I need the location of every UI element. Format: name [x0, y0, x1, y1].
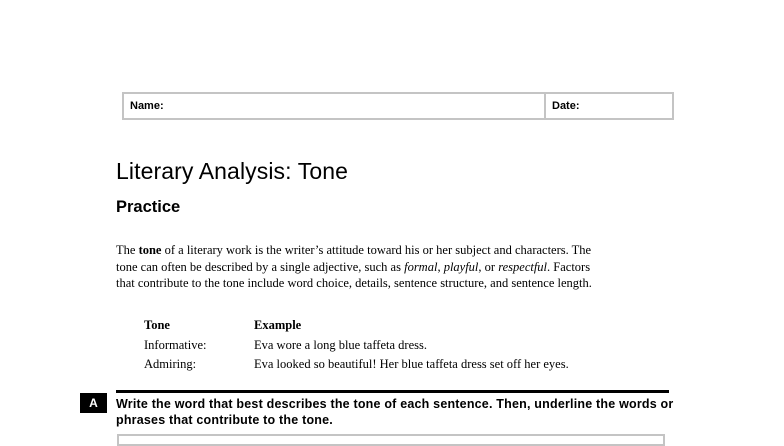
tone-term: tone [138, 243, 162, 257]
page-title: Literary Analysis: Tone [116, 158, 348, 184]
tone-cell: Admiring: [144, 357, 197, 372]
intro-text-3: . Factors that contribute to the tone include word choice, details, sentence structure, and sentence length. [116, 259, 592, 290]
section-instructions: Write the word that best describes the tone of each sentence. Then, underline the words or phrases that contribute to the tone. [116, 397, 674, 427]
tone-column-header: Tone [144, 318, 170, 333]
example-column-header: Example [254, 318, 302, 333]
section-rule [116, 390, 669, 393]
date-label: Date: [552, 100, 580, 112]
name-field[interactable] [124, 94, 546, 118]
example-respectful: respectful [498, 259, 548, 274]
intro-text-1: The [116, 243, 139, 257]
table-row [144, 336, 569, 356]
tone-example-table [144, 316, 569, 375]
intro-paragraph [116, 242, 606, 292]
example-cell: Eva looked so beautiful! Her blue taffeta dress set off her eyes. [254, 357, 569, 372]
table-row [144, 355, 569, 375]
example-cell: Eva wore a long blue taffeta dress. [254, 337, 427, 352]
tone-cell: Informative: [144, 337, 207, 352]
intro-sep-2: , or [478, 259, 499, 274]
intro-text-2: of a literary work is the writer’s attitude toward his or her subject and characters. The tone can often be described by a single adjective, such as [116, 243, 592, 274]
name-label: Name: [130, 100, 164, 112]
name-date-box [122, 92, 674, 120]
intro-sep-1: , [437, 259, 444, 274]
example-playful: playful [443, 259, 479, 274]
section-badge: A [80, 393, 107, 413]
example-formal: formal [404, 259, 438, 274]
date-field[interactable] [546, 94, 672, 118]
section-subtitle: Practice [116, 198, 181, 216]
table-header-row [144, 316, 569, 336]
answer-box[interactable] [117, 434, 665, 446]
